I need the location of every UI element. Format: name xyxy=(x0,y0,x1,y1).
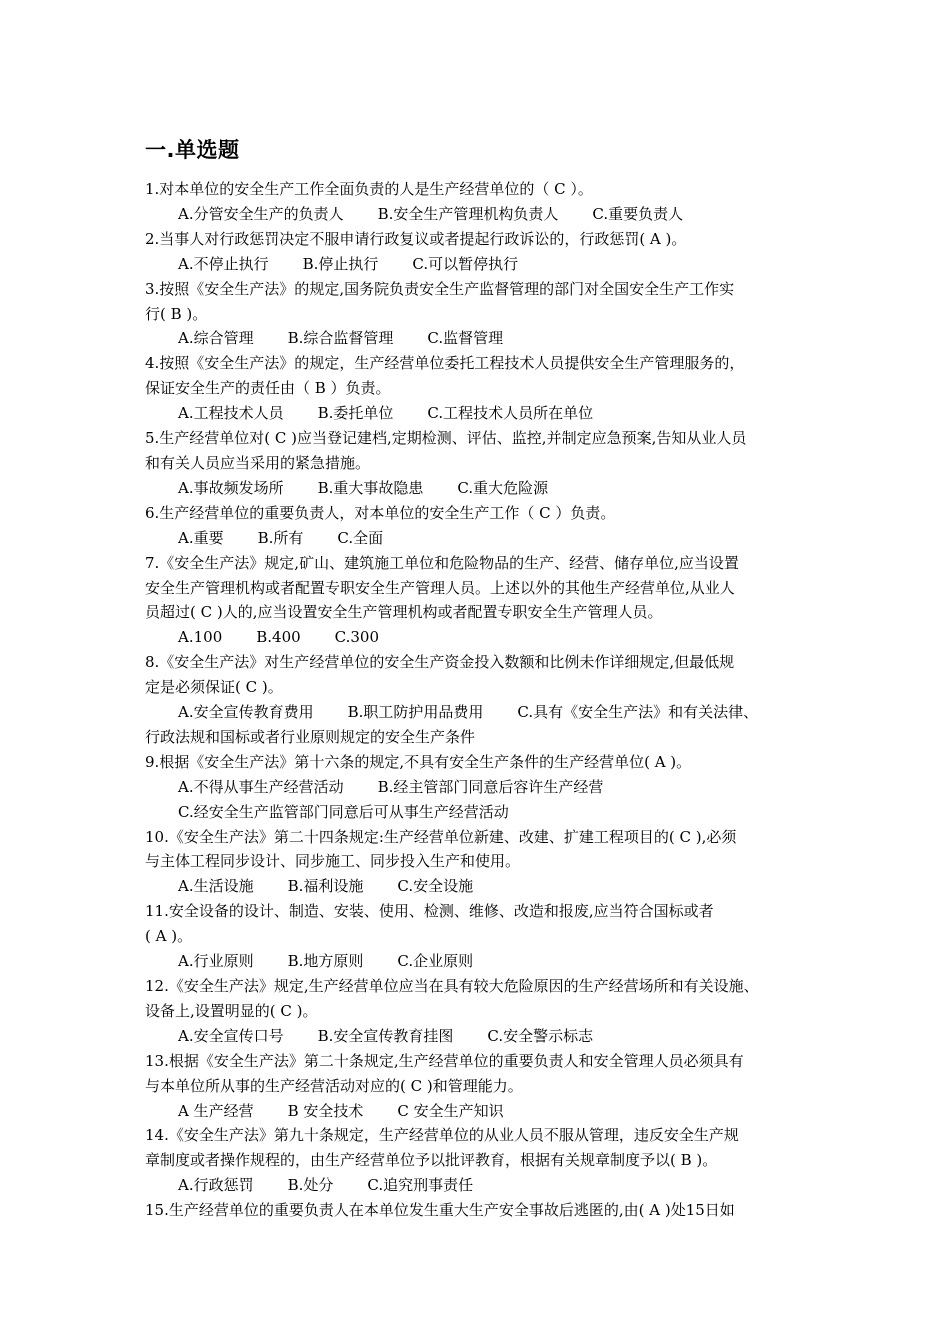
option-row xyxy=(145,700,850,725)
answer-option: C.重要负责人 xyxy=(592,204,684,223)
question-text: 员超过( C )人的,应当设置安全生产管理机构或者配置专职安全生产管理人员。 xyxy=(145,603,663,622)
question-text: 保证安全生产的责任由（ B ）负责。 xyxy=(145,379,391,398)
option-row xyxy=(145,874,850,899)
option-row xyxy=(145,800,850,825)
question-text: 定是必须保证( C )。 xyxy=(145,678,283,697)
question-text: ( A )。 xyxy=(145,927,193,946)
answer-option: C.监督管理 xyxy=(427,329,504,348)
question-text: 6.生产经营单位的重要负责人，对本单位的安全生产工作（ C ）负责。 xyxy=(145,503,616,522)
answer-option: B.安全宣传教育挂图 xyxy=(317,1026,454,1045)
question-text: 11.安全设备的设计、制造、安装、使用、检测、维修、改造和报废,应当符合国标或者 xyxy=(145,902,714,921)
answer-option: A.不得从事生产经营活动 xyxy=(178,777,344,796)
question-text: 行( B )。 xyxy=(145,304,208,323)
answer-option: B.停止执行 xyxy=(302,254,379,273)
answer-option: B.400 xyxy=(256,628,301,647)
answer-option: B.职工防护用品费用 xyxy=(347,703,484,722)
question-text: 13.根据《安全生产法》第二十条规定,生产经营单位的重要负责人和安全管理人员必须具有 xyxy=(145,1051,744,1070)
option-row xyxy=(145,949,850,974)
answer-option: A.重要 xyxy=(178,528,224,547)
option-row xyxy=(145,476,850,501)
option-row xyxy=(145,775,850,800)
answer-option: A.安全宣传教育费用 xyxy=(178,703,314,722)
answer-option: B.处分 xyxy=(287,1176,334,1195)
answer-option: C.经安全生产监管部门同意后可从事生产经营活动 xyxy=(178,802,509,821)
answer-option: C.安全设施 xyxy=(397,877,474,896)
question-text: 4.按照《安全生产法》的规定，生产经营单位委托工程技术人员提供安全生产管理服务的， xyxy=(145,354,745,373)
question-list xyxy=(145,177,850,1223)
answer-option: A.不停止执行 xyxy=(178,254,269,273)
option-row xyxy=(145,252,850,277)
answer-option: B.重大事故隐患 xyxy=(317,478,424,497)
question-text: 与主体工程同步设计、同步施工、同步投入生产和使用。 xyxy=(145,852,521,871)
answer-option: B.地方原则 xyxy=(287,952,364,971)
answer-option: B 安全技术 xyxy=(287,1101,364,1120)
question-text: 安全生产管理机构或者配置专职安全生产管理人员。上述以外的其他生产经营单位,从业人 xyxy=(145,578,735,597)
answer-option: B.安全生产管理机构负责人 xyxy=(377,204,559,223)
question-text: 9.根据《安全生产法》第十六条的规定,不具有安全生产条件的生产经营单位( A )。 xyxy=(145,752,692,771)
answer-option: A.行业原则 xyxy=(178,952,254,971)
question-text: 1.对本单位的安全生产工作全面负责的人是生产经营单位的（ C ）。 xyxy=(145,180,593,198)
question-text: 章制度或者操作规程的，由生产经营单位予以批评教育，根据有关规章制度予以( B )。 xyxy=(145,1151,718,1170)
answer-option: A.安全宣传口号 xyxy=(178,1026,284,1045)
answer-option: C.追究刑事责任 xyxy=(367,1176,474,1195)
question-text: 10.《安全生产法》第二十四条规定:生产经营单位新建、改建、扩建工程项目的( C ),必须 xyxy=(145,827,737,846)
answer-option: C.企业原则 xyxy=(397,952,474,971)
answer-option: B.综合监督管理 xyxy=(287,329,394,348)
question-text: 2.当事人对行政惩罚决定不服申请行政复议或者提起行政诉讼的，行政惩罚( A )。 xyxy=(145,229,687,248)
section-title: 一.单选题 xyxy=(145,138,240,162)
question-text: 7.《安全生产法》规定,矿山、建筑施工单位和危险物品的生产、经营、储存单位,应当设置 xyxy=(145,553,739,572)
answer-option: B.所有 xyxy=(257,528,304,547)
answer-option: A.100 xyxy=(178,628,223,647)
option-row xyxy=(145,625,850,650)
answer-option: A.生活设施 xyxy=(178,877,254,896)
answer-option: A.工程技术人员 xyxy=(178,404,284,423)
question-text: 14.《安全生产法》第九十条规定，生产经营单位的从业人员不服从管理，违反安全生产规 xyxy=(145,1126,739,1145)
answer-option: C.重大危险源 xyxy=(457,478,549,497)
answer-option: A.综合管理 xyxy=(178,329,254,348)
question-text: 和有关人员应当采用的紧急措施。 xyxy=(145,453,371,472)
question-text: 5.生产经营单位对( C )应当登记建档,定期检测、评估、监控,并制定应急预案,告知从业人员 xyxy=(145,429,747,448)
answer-option: B.经主管部门同意后容许生产经营 xyxy=(377,777,604,796)
question-text: 设备上,设置明显的( C )。 xyxy=(145,1001,318,1020)
answer-option: A.事故频发场所 xyxy=(178,478,284,497)
question-text: 与本单位所从事的生产经营活动对应的( C )和管理能力。 xyxy=(145,1076,523,1095)
option-row xyxy=(145,1099,850,1124)
answer-option: C.可以暂停执行 xyxy=(412,254,519,273)
option-row xyxy=(145,326,850,351)
answer-option: C.工程技术人员所在单位 xyxy=(427,404,594,423)
answer-option: A.行政惩罚 xyxy=(178,1176,254,1195)
question-text: 行政法规和国标或者行业原则规定的安全生产条件 xyxy=(145,727,476,746)
answer-option: A 生产经营 xyxy=(178,1101,254,1120)
answer-option: C.安全警示标志 xyxy=(487,1026,594,1045)
option-row xyxy=(145,526,850,551)
answer-option: C 安全生产知识 xyxy=(397,1101,504,1120)
answer-option: C.具有《安全生产法》和有关法律、 xyxy=(517,703,759,722)
question-text: 3.按照《安全生产法》的规定,国务院负责安全生产监督管理的部门对全国安全生产工作实 xyxy=(145,279,735,298)
question-text: 12.《安全生产法》规定,生产经营单位应当在具有较大危险原因的生产经营场所和有关设施、 xyxy=(145,977,759,995)
answer-option: B.委托单位 xyxy=(317,404,394,423)
option-row xyxy=(145,1173,850,1198)
answer-option: C.300 xyxy=(334,628,379,647)
answer-option: A.分管安全生产的负责人 xyxy=(178,204,344,223)
question-text: 15.生产经营单位的重要负责人在本单位发生重大生产安全事故后逃匿的,由( A )处15日如 xyxy=(145,1201,735,1220)
question-text: 8.《安全生产法》对生产经营单位的安全生产资金投入数额和比例未作详细规定,但最低规 xyxy=(145,653,735,672)
option-row xyxy=(145,401,850,426)
answer-option: B.福利设施 xyxy=(287,877,364,896)
answer-option: C.全面 xyxy=(337,528,384,547)
option-row xyxy=(145,1024,850,1049)
option-row xyxy=(145,202,850,227)
